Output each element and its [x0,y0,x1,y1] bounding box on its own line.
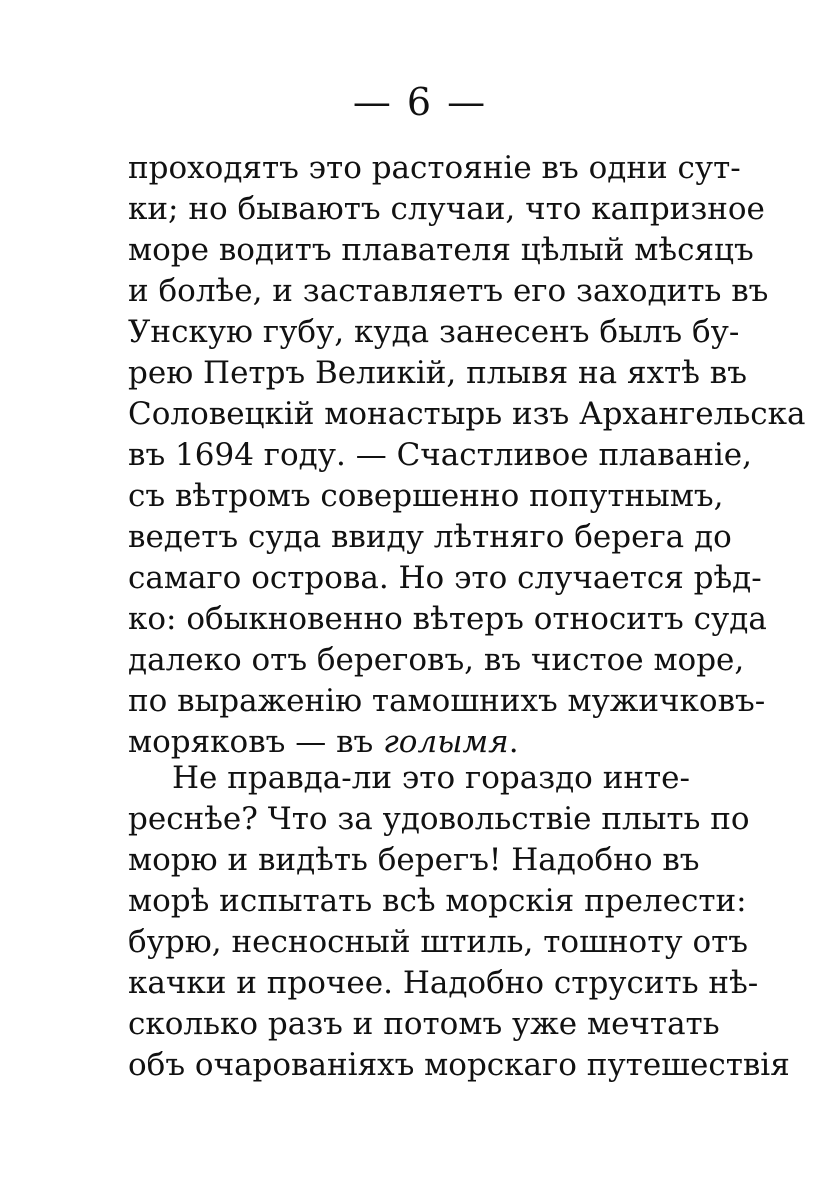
text-line: ки; но бываютъ случаи, что капризное [128,191,765,227]
text-line: по выраженію тамошнихъ мужичковъ- [128,683,766,719]
text-line: Унскую губу, куда занесенъ былъ бу- [128,314,740,350]
text-line: бурю, несносный штиль, тошноту отъ [128,924,748,960]
text-run: . [508,724,519,760]
text-line: и болѣе, и заставляетъ его заходить въ [128,273,769,309]
text-line: объ очарованіяхъ морскаго путешествія [128,1047,790,1083]
text-line-last [128,722,684,763]
text-line: сколько разъ и потомъ уже мечтать [128,1006,720,1042]
text-run: моряковъ — въ [128,724,384,760]
text-line: съ вѣтромъ совершенно попутнымъ, [128,478,724,514]
text-line: ведетъ суда ввиду лѣтняго берега до [128,519,732,555]
text-line: морю и видѣть берегъ! Надобно въ [128,842,700,878]
text-line: проходятъ это растояніе въ одни сут- [128,150,741,186]
text-line: въ 1694 году. — Счастливое плаваніе, [128,437,752,473]
paragraph-1 [128,148,806,763]
text-line: морѣ испытать всѣ морскія прелести: [128,883,747,919]
page-number: — 6 — [352,80,488,124]
text-line: море водитъ плавателя цѣлый мѣсяцъ [128,232,754,268]
emphasized-word: голымя [383,724,509,760]
text-line: качки и прочее. Надобно струсить нѣ- [128,965,759,1001]
text-line: ко: обыкновенно вѣтеръ относитъ суда [128,601,767,637]
text-line: далеко отъ береговъ, въ чистое море, [128,642,745,678]
text-line: Соловецкій монастырь изъ Архангельска [128,396,806,432]
paragraph-2 [128,758,790,1086]
text-line: реснѣе? Что за удовольствіе плыть по [128,801,750,837]
text-line-indented: Не правда-ли это гораздо инте- [172,760,690,796]
text-line: рею Петръ Великій, плывя на яхтѣ въ [128,355,747,391]
text-line: самаго острова. Но это случается рѣд- [128,560,762,596]
